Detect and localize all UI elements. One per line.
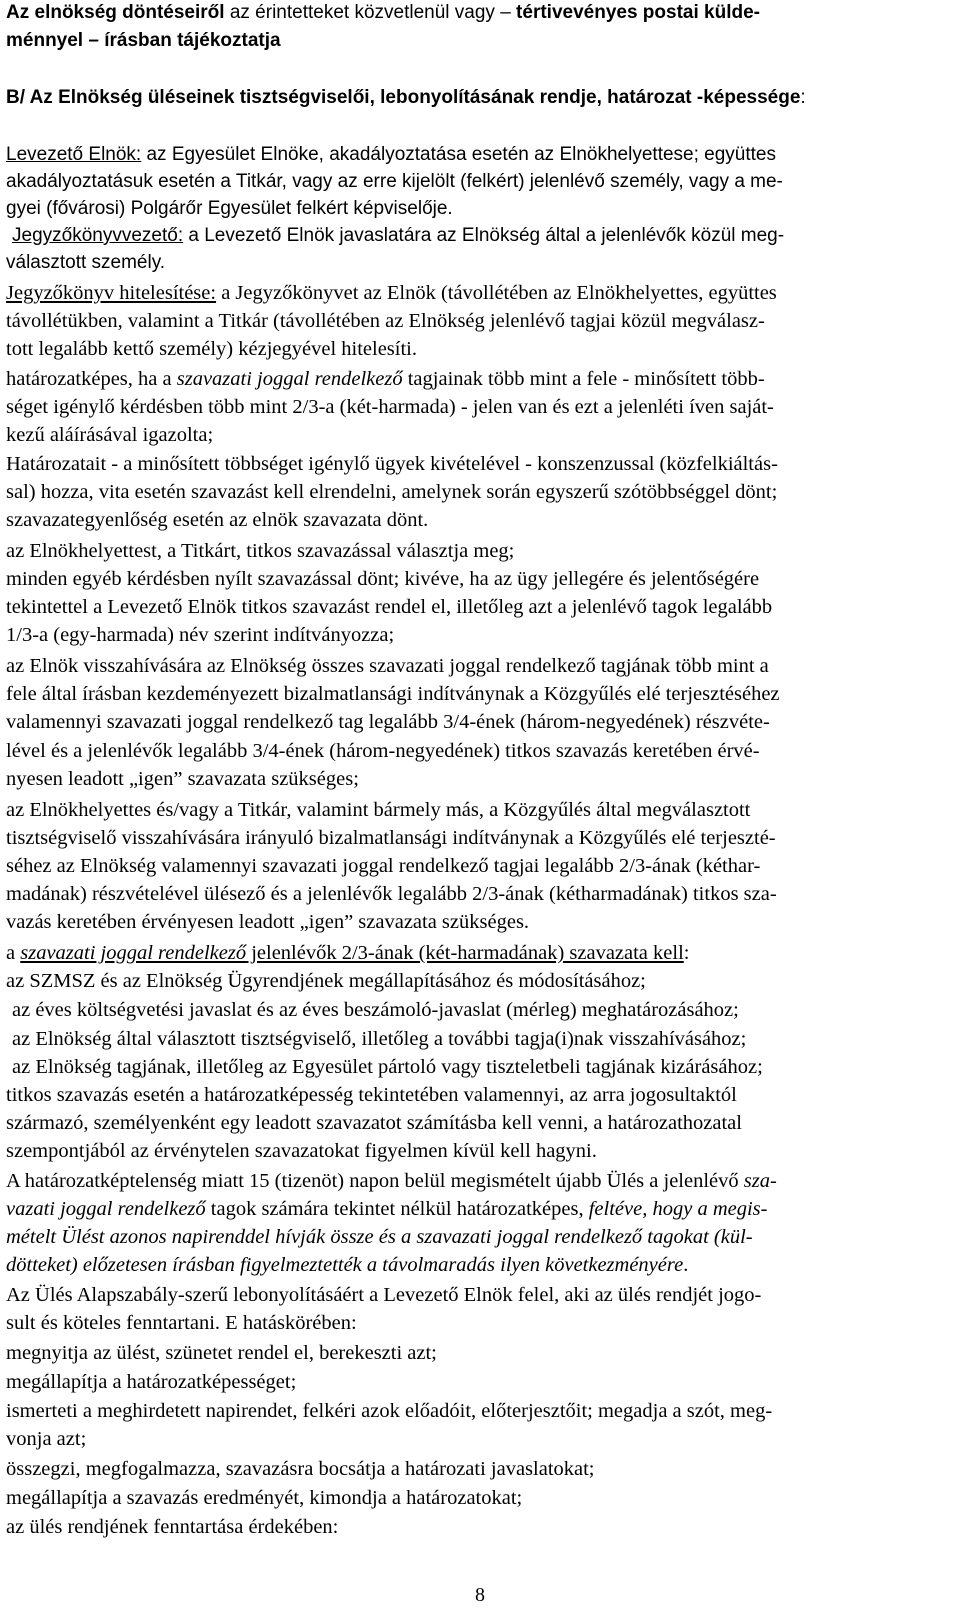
- underlined-term: Jegyzőkönyv hitelesítése:: [6, 282, 217, 304]
- text-line: [6, 1198, 942, 1221]
- text-line: az SZMSZ és az Elnökség Ügyrendjének megállapításához és módosításához;: [6, 970, 646, 992]
- text-line: Az Ülés Alapszabály-szerű lebonyolításáért a Levezető Elnök felel, aki az ülés rendjét jogo-: [6, 1284, 762, 1306]
- italic-text: feltéve, hogy a megis-: [588, 1198, 768, 1220]
- text-line: megállapítja a határozatképességet;: [6, 1371, 297, 1393]
- text-line: [6, 2, 942, 24]
- text-line: összegzi, megfogalmazza, szavazásra bocsátja a határozati javaslatokat;: [6, 1458, 595, 1480]
- italic-text: szavazati joggal rendelkező: [176, 368, 403, 390]
- text-line: választott személy.: [6, 252, 166, 273]
- bold-text: Az elnökség döntéseiről: [6, 2, 225, 23]
- italic-text: vazati joggal rendelkező: [6, 1198, 206, 1220]
- text-line: Határozatait - a minősített többséget igénylő ügyek kivételével - konszenzussal (közfelkiáltás-: [6, 453, 778, 475]
- italic-text: dötteket) előzetesen írásban figyelmeztették a távolmaradás ilyen következményére: [6, 1254, 684, 1276]
- text-line: az Elnökség által választott tisztségviselő, illetőleg a további tagja(i)nak visszahívásához;: [12, 1028, 747, 1050]
- text-span: határozatképes, ha a: [6, 368, 177, 390]
- text-line: [6, 282, 942, 305]
- text-span: .: [683, 1254, 689, 1276]
- text-line: madának) részvételével ülésező és a jelenlévők legalább 2/3-ának (kétharmadának) titkos sza-: [6, 883, 777, 905]
- underlined-term: jelenlévők 2/3-ának (két-harmadának) szavazata kell: [246, 942, 684, 964]
- text-line: [6, 1170, 942, 1193]
- italic-text: szavazati joggal rendelkező: [20, 942, 247, 964]
- text-line: tott legalább kettő személy) kézjegyével hitelesíti.: [6, 338, 417, 360]
- text-line: akadályoztatásuk esetén a Titkár, vagy az erre kijelölt (felkért) jelenlévő személy, vagy a me-: [6, 171, 783, 192]
- text-line: séget igénylő kérdésben több mint 2/3-a (két-harmada) - jelen van és ezt a jelenléti íven saját-: [6, 396, 774, 418]
- text-line: 1/3-a (egy-harmada) név szerint indítványozza;: [6, 624, 395, 646]
- text-line: az Elnökhelyettest, a Titkárt, titkos szavazással választja meg;: [6, 540, 515, 562]
- text-span: :: [683, 942, 690, 964]
- text-line: tisztségviselő visszahívására irányuló bizalmatlansági indítványnak a Közgyűlés elé terjeszté-: [6, 827, 776, 849]
- heading-colon: :: [800, 87, 806, 108]
- text-line: [6, 1254, 942, 1277]
- text-line: valamennyi szavazati joggal rendelkező tag legalább 3/4-ének (három-negyedének) részvéte-: [6, 711, 770, 733]
- text-line: sult és köteles fenntartani. E hatáskörében:: [6, 1312, 357, 1334]
- text-span: A határozatképtelenség miatt 15 (tizenöt) napon belül megismételt újabb Ülés a jelenlévő: [6, 1170, 744, 1192]
- text-line: gyei (fővárosi) Polgárőr Egyesület felkért képviselője.: [6, 198, 453, 219]
- text-line: minden egyéb kérdésben nyílt szavazással dönt; kivéve, ha az ügy jellegére és jelentőségére: [6, 568, 760, 590]
- page-number: 8: [475, 1584, 485, 1606]
- text-line: [6, 942, 942, 965]
- underlined-term: Jegyzőkönyvvezető:: [12, 225, 184, 246]
- text-line: az Elnök visszahívására az Elnökség összes szavazati joggal rendelkező tagjának több mint a: [6, 655, 769, 677]
- text-line: séhez az Elnökség valamennyi szavazati joggal rendelkező tagjai legalább 2/3-ának (kéthar-: [6, 855, 761, 877]
- text-span: a Levezető Elnök javaslatára az Elnökség által a jelenlévők közül meg-: [183, 225, 785, 246]
- text-line: tekintettel a Levezető Elnök titkos szavazást rendel el, illetőleg azt a jelenlévő tagok legalább: [6, 596, 773, 618]
- text-line: nyesen leadott „igen” szavazata szükséges;: [6, 768, 359, 790]
- text-line: megnyitja az ülést, szünetet rendel el, berekeszti azt;: [6, 1342, 437, 1364]
- text-line: szavazategyenlőség esetén az elnök szavazata dönt.: [6, 509, 429, 531]
- text-span: az Egyesület Elnöke, akadályoztatása esetén az Elnökhelyettese; együttes: [141, 144, 776, 165]
- text-line: az ülés rendjének fenntartása érdekében:: [6, 1516, 339, 1538]
- text-line: [6, 144, 942, 166]
- text-line: ismerteti a meghirdetett napirendet, felkéri azok előadóit, előterjesztőit; megadja a szót, meg-: [6, 1400, 773, 1422]
- text-line: megállapítja a szavazás eredményét, kimondja a határozatokat;: [6, 1487, 523, 1509]
- text-span: a: [6, 942, 21, 964]
- underlined-term: Levezető Elnök:: [6, 144, 142, 165]
- text-span: a Jegyzőkönyvet az Elnök (távollétében az Elnökhelyettes, együttes: [216, 282, 777, 304]
- text-line: az éves költségvetési javaslat és az éves beszámoló-javaslat (mérleg) meghatározásához;: [12, 999, 739, 1021]
- text-line: az Elnökség tagjának, illetőleg az Egyesület pártoló vagy tiszteletbeli tagjának kizárásához;: [12, 1056, 763, 1078]
- text-line: szempontjából az érvénytelen szavazatokat figyelmen kívül kell hagyni.: [6, 1140, 597, 1162]
- text-line: lével és a jelenlévők legalább 3/4-ének (három-negyedének) titkos szavazás keretében érvé-: [6, 740, 760, 762]
- text-line: vonja azt;: [6, 1428, 87, 1450]
- text-line: távollétükben, valamint a Titkár (távollétében az Elnökség jelenlévő tagjai közül megválasz-: [6, 310, 765, 332]
- text-line: ménnyel – írásban tájékoztatja: [6, 30, 281, 51]
- section-heading: [6, 87, 942, 109]
- text-line: mételt Ülést azonos napirenddel hívják össze és a szavazati joggal rendelkező tagokat (kül-: [6, 1226, 753, 1248]
- text-line: vazás keretében érvényesen leadott „igen” szavazata szükséges.: [6, 911, 530, 933]
- bold-text: tértivevényes postai külde-: [516, 2, 760, 23]
- text-line: sal) hozza, vita esetén szavazást kell elrendelni, amelynek során egyszerű szótöbbséggel dönt;: [6, 481, 778, 503]
- italic-text: sza-: [743, 1170, 777, 1192]
- text-line: az Elnökhelyettes és/vagy a Titkár, valamint bármely más, a Közgyűlés által megválasztott: [6, 799, 751, 821]
- text-line: titkos szavazás esetén a határozatképesség tekintetében valamennyi, az arra jogosultaktól: [6, 1084, 737, 1106]
- text-span: tagok számára tekintet nélkül határozatképes,: [205, 1198, 589, 1220]
- text-line: [12, 225, 942, 247]
- text-line: [6, 368, 942, 391]
- text-line: fele által írásban kezdeményezett bizalmatlansági indítványnak a Közgyűlés elé terjesztéséhez: [6, 683, 780, 705]
- text-span: az érintetteket közvetlenül vagy –: [224, 2, 517, 23]
- text-line: kezű aláírásával igazolta;: [6, 424, 214, 446]
- text-span: tagjainak több mint a fele - minősített több-: [402, 368, 765, 390]
- heading-text: B/ Az Elnökség üléseinek tisztségviselői, lebonyolításának rendje, határozat -képessége: [6, 87, 801, 108]
- text-line: származó, személyenként egy leadott szavazatot számításba kell venni, a határozathozatal: [6, 1112, 742, 1134]
